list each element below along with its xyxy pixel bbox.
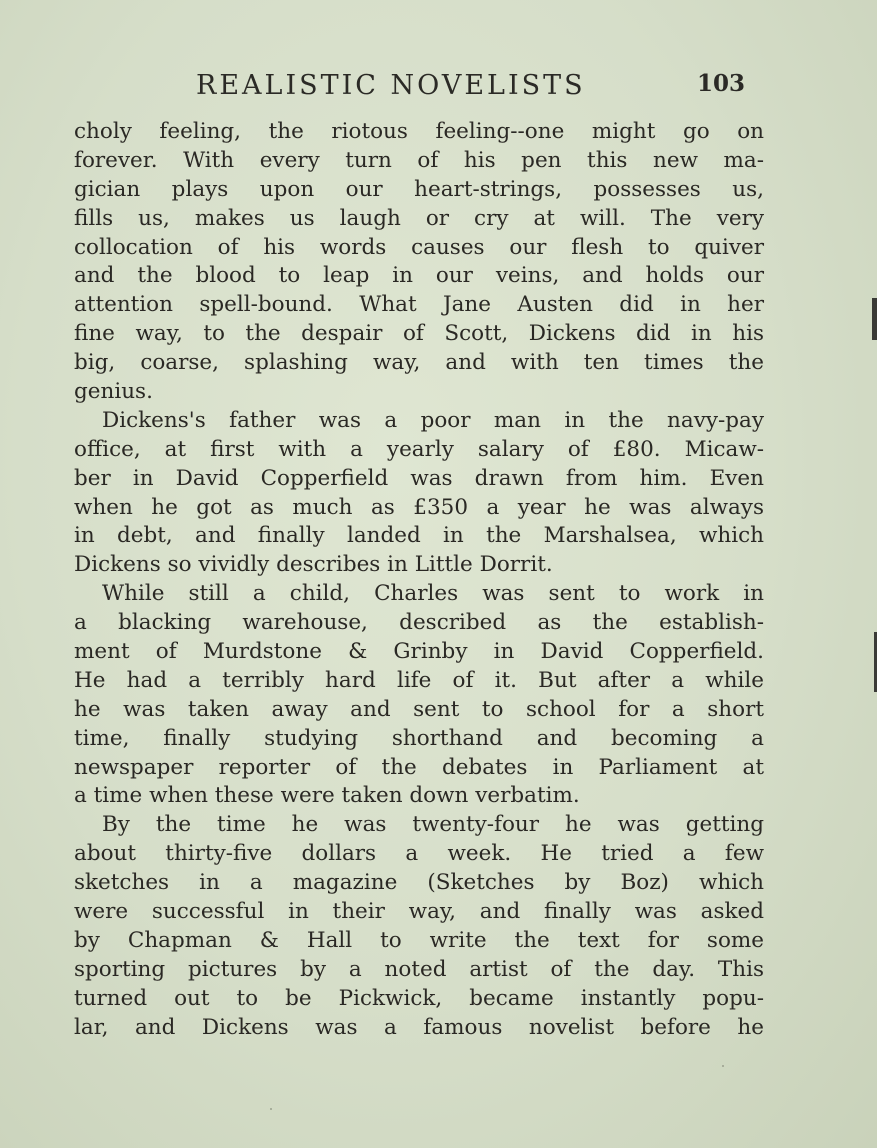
text-line: time, finally studying shorthand and becoming a [74,725,764,751]
text-line: collocation of his words causes our flesh to quiver [74,234,764,260]
text-line: lar, and Dickens was a famous novelist before he [74,1014,764,1040]
text-line: sporting pictures by a noted artist of the day. This [74,956,764,982]
text-line: forever. With every turn of his pen this new ma- [74,147,764,173]
paper-speck [270,1108,272,1110]
text-line: attention spell-bound. What Jane Austen did in her [74,292,764,318]
text-line: newspaper reporter of the debates in Parliament at [74,754,764,780]
paragraph-first-line: While still a child, Charles was sent to work in [102,581,764,607]
text-line: He had a terribly hard life of it. But after a while [74,667,764,693]
text-line: genius. [74,379,153,405]
text-line: a blacking warehouse, described as the establish- [74,610,764,636]
text-line: sketches in a magazine (Sketches by Boz) which [74,870,764,896]
paragraph-first-line: Dickens's father was a poor man in the navy-pay [102,407,764,433]
body-text [74,118,764,1043]
text-line: in debt, and finally landed in the Marshalsea, which [74,523,764,549]
text-line: Dickens so vividly describes in Little Dorrit. [74,552,553,578]
text-line: turned out to be Pickwick, became instantly popu- [74,985,764,1011]
text-line: office, at first with a yearly salary of £80. Micaw- [74,436,764,462]
text-line: ber in David Copperfield was drawn from him. Even [74,465,764,491]
page-edge-shadow [872,298,877,340]
text-line: about thirty-five dollars a week. He tried a few [74,841,764,867]
text-line: when he got as much as £350 a year he was always [74,494,764,520]
paragraph-first-line: By the time he was twenty-four he was getting [102,812,764,838]
page-header [0,70,877,110]
text-line: choly feeling, the riotous feeling--one might go on [74,119,764,144]
text-line: fills us, makes us laugh or cry at will. The very [74,205,764,231]
text-line: ment of Murdstone & Grinby in David Copperfield. [74,639,764,665]
running-title: REALISTIC NOVELISTS [196,70,586,101]
text-line: gician plays upon our heart-strings, possesses us, [74,176,764,202]
paper-speck [722,1065,724,1067]
text-line: by Chapman & Hall to write the text for some [74,927,764,953]
text-line: he was taken away and sent to school for a short [74,696,764,722]
text-line: were successful in their way, and finally was asked [74,899,764,925]
text-line: big, coarse, splashing way, and with ten times the [74,350,764,376]
page-number: 103 [697,70,746,97]
text-line: fine way, to the despair of Scott, Dickens did in his [74,321,764,347]
text-line: a time when these were taken down verbatim. [74,783,580,809]
text-line: and the blood to leap in our veins, and holds our [74,263,764,289]
